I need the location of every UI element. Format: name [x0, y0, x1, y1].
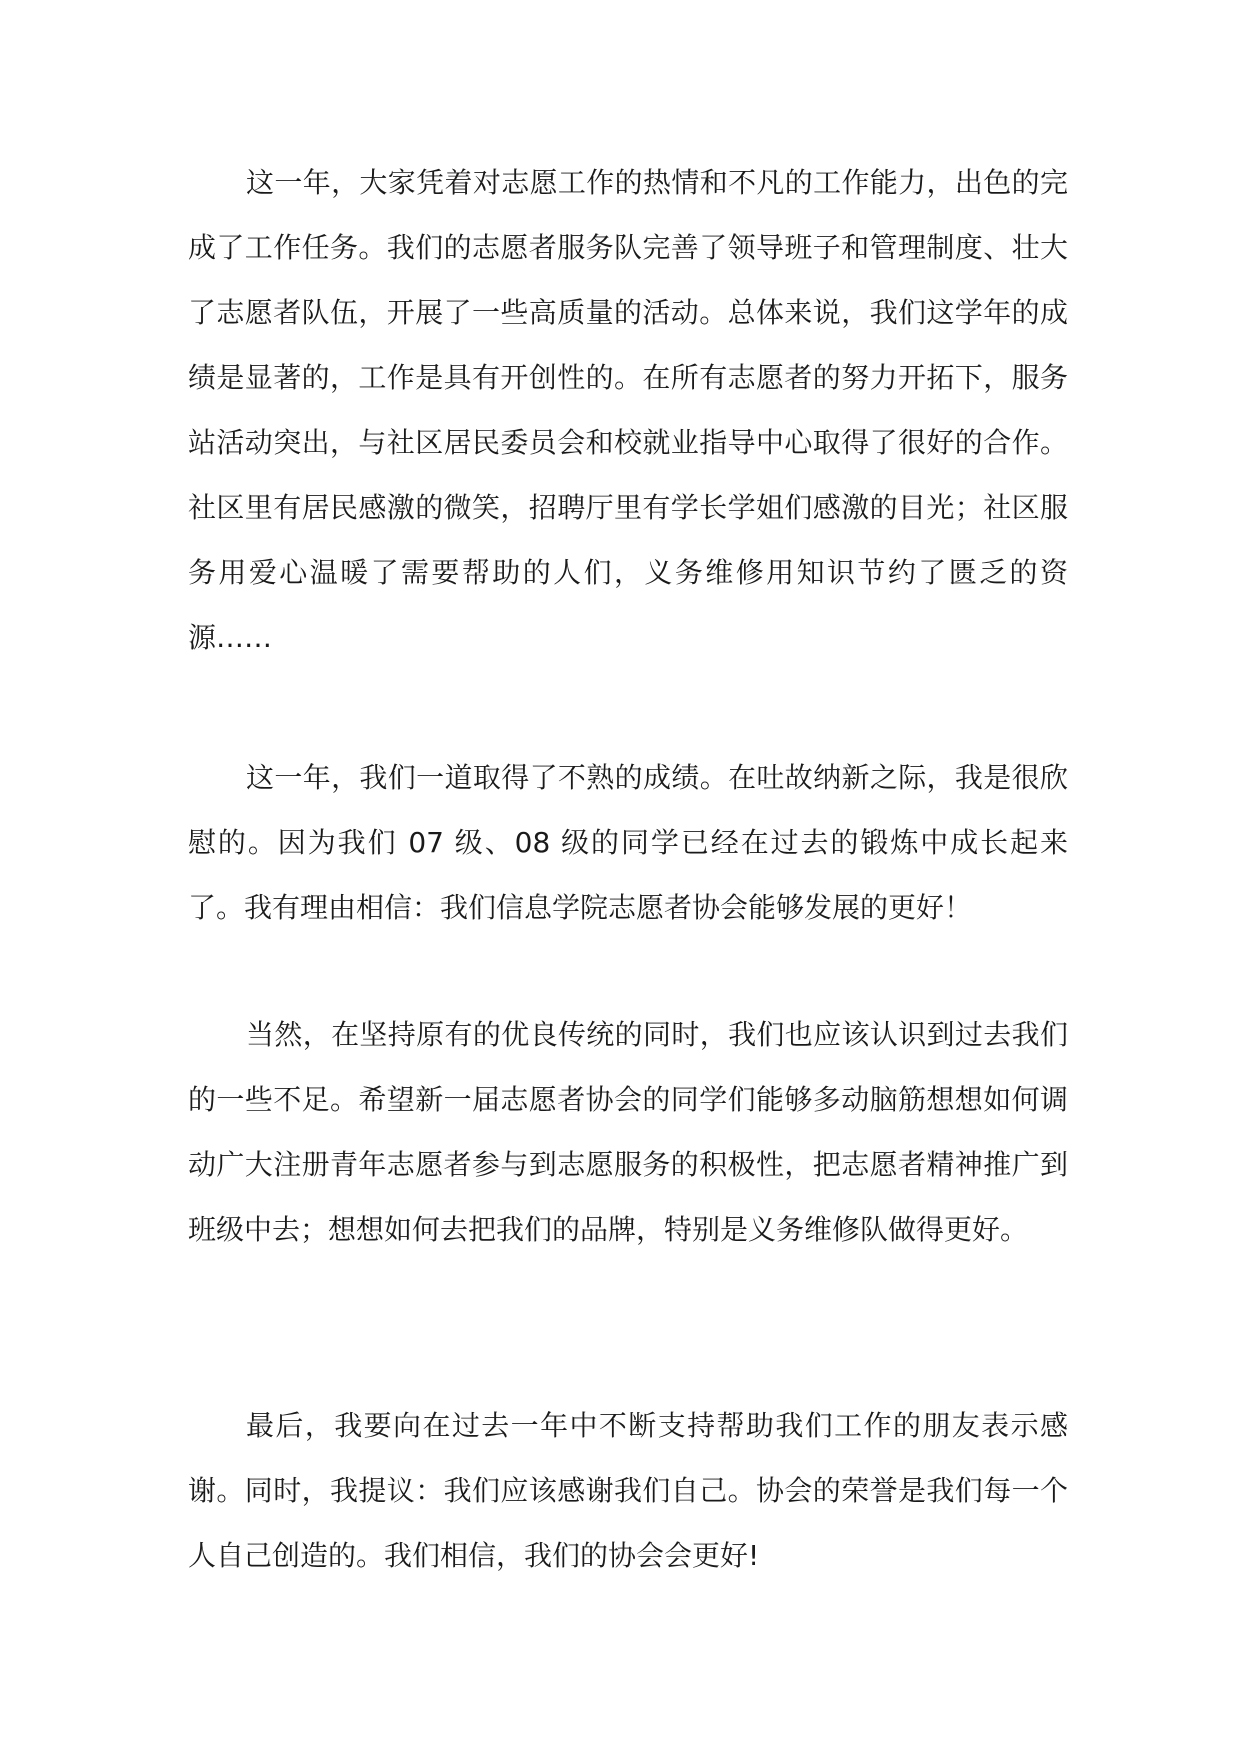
- paragraph-1: 这一年，大家凭着对志愿工作的热情和不凡的工作能力，出色的完成了工作任务。我们的志愿者服务队完善了领导班子和管理制度、壮大了志愿者队伍，开展了一些高质量的活动。总体来说，我们这学年的成绩是显著的，工作是具有开创性的。在所有志愿者的努力开拓下，服务站活动突出，与社区居民委员会和校就业指导中心取得了很好的合作。社区里有居民感激的微笑，招聘厅里有学长学姐们感激的目光；社区服务用爱心温暖了需要帮助的人们，义务维修用知识节约了匮乏的资源……: [188, 166, 1068, 654]
- paragraph-3: 当然，在坚持原有的优良传统的同时，我们也应该认识到过去我们的一些不足。希望新一届志愿者协会的同学们能够多动脑筋想想如何调动广大注册青年志愿者参与到志愿服务的积极性，把志愿者精神推广到班级中去；想想如何去把我们的品牌，特别是义务维修队做得更好。: [188, 1018, 1068, 1246]
- paragraph-2: 这一年，我们一道取得了不熟的成绩。在吐故纳新之际，我是很欣慰的。因为我们 07 级、08 级的同学已经在过去的锻炼中成长起来了。我有理由相信：我们信息学院志愿者协会能够发展的更好！: [188, 761, 1068, 924]
- paragraph-4: 最后，我要向在过去一年中不断支持帮助我们工作的朋友表示感谢。同时，我提议：我们应该感谢我们自己。协会的荣誉是我们每一个人自己创造的。我们相信，我们的协会会更好!: [188, 1409, 1068, 1572]
